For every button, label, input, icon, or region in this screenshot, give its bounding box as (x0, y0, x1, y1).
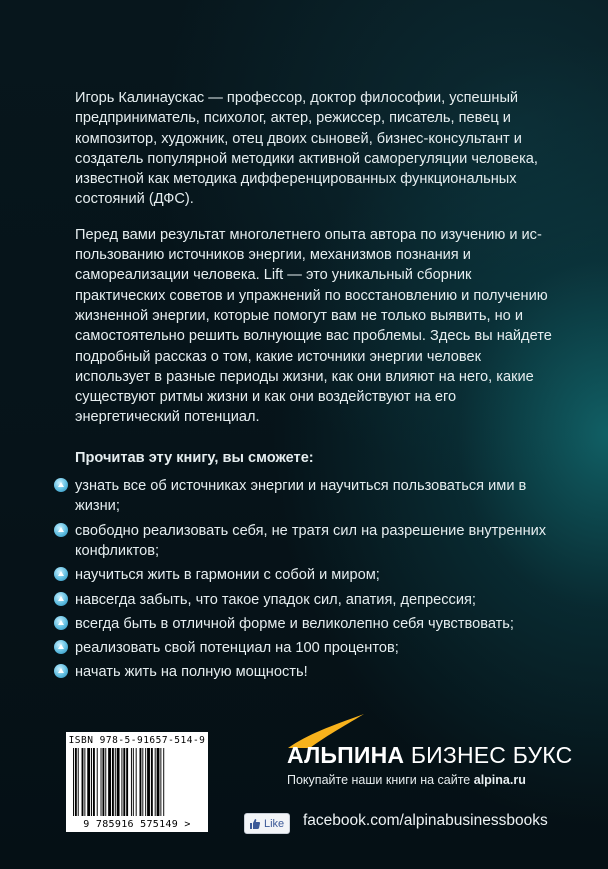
publisher-name (287, 742, 572, 769)
benefit-text: всегда быть в отличной форме и великолепно себя чувствовать; (75, 615, 514, 632)
bullet-arrow-icon (54, 640, 68, 654)
benefit-text: начать жить на полную мощность! (75, 664, 308, 681)
benefit-text: узнать все об источниках энергии и научиться пользоваться ими в жизни; (75, 478, 527, 515)
benefit-text: навсегда забыть, что такое упадок сил, апатия, депрессия; (75, 591, 476, 608)
barcode-digits: 9 785916 575149 > (83, 819, 191, 830)
benefits-lead: Прочитав эту книгу, вы сможете: (75, 449, 314, 466)
benefit-text: реализовать свой потенциал на 100 процентов; (75, 640, 399, 657)
thumbs-up-icon (249, 818, 261, 830)
isbn-barcode (66, 732, 208, 832)
benefit-item (75, 590, 553, 610)
book-description: Перед вами результат многолетнего опыта автора по изучению и использованию источников энергии, механизмов познания и самореализации человека. Lift — это уникальный сборник практических советов и упражнений по восстановлению и получению жизненной энергии, которые помогут вам не только выявить, но и самостоятельно решить волнующие вас проблемы. Здесь вы найдете подробный рассказ о том, какие источники энергии человек использует в разные периоды жизни, как они влияют на него, какие существуют ритмы жизни и как они воздействуют на его энергетический потенциал. (75, 226, 552, 426)
bullet-arrow-icon (54, 523, 68, 537)
benefit-item (75, 662, 553, 682)
publisher-name-rest: БИЗНЕС БУКС (404, 742, 573, 768)
benefits-list (75, 476, 553, 683)
benefit-text: научиться жить в гармонии с собой и миром; (75, 567, 380, 584)
publisher-site-link[interactable]: alpina.ru (473, 773, 526, 787)
author-bio: Игорь Калинаускас — профессор, доктор философии, успешный предприниматель, психолог, актер, режиссер, писатель, певец и композитор, художник, отец двоих сыновей, бизнес-консультант и создатель популярной методики активной саморегуляции человека, известной как методика дифференцированных функциональных состояний (ДФС). (75, 90, 538, 208)
facebook-link[interactable]: facebook.com/alpinabusinessbooks (303, 812, 548, 829)
bullet-arrow-icon (54, 616, 68, 630)
bullet-arrow-icon (54, 664, 68, 678)
bullet-arrow-icon (54, 592, 68, 606)
benefit-item (75, 614, 553, 634)
bullet-arrow-icon (54, 567, 68, 581)
bullet-arrow-icon (54, 478, 68, 492)
benefit-text: свободно реализовать себя, не тратя сил на разрешение внутренних конфликтов; (75, 522, 547, 559)
benefit-item (75, 476, 553, 517)
barcode-icon (73, 748, 201, 816)
benefit-item (75, 638, 553, 658)
facebook-like-button[interactable] (244, 813, 290, 834)
publisher-name-bold: АЛЬПИНА (287, 742, 405, 768)
publisher-tagline (287, 773, 526, 787)
tagline-prefix: Покупайте наши книги на сайте (287, 773, 474, 787)
like-label: Like (264, 817, 285, 830)
benefit-item (75, 565, 553, 585)
annotation-text (75, 88, 553, 687)
benefit-item (75, 521, 553, 562)
isbn-label: ISBN 978-5-91657-514-9 (68, 735, 206, 746)
